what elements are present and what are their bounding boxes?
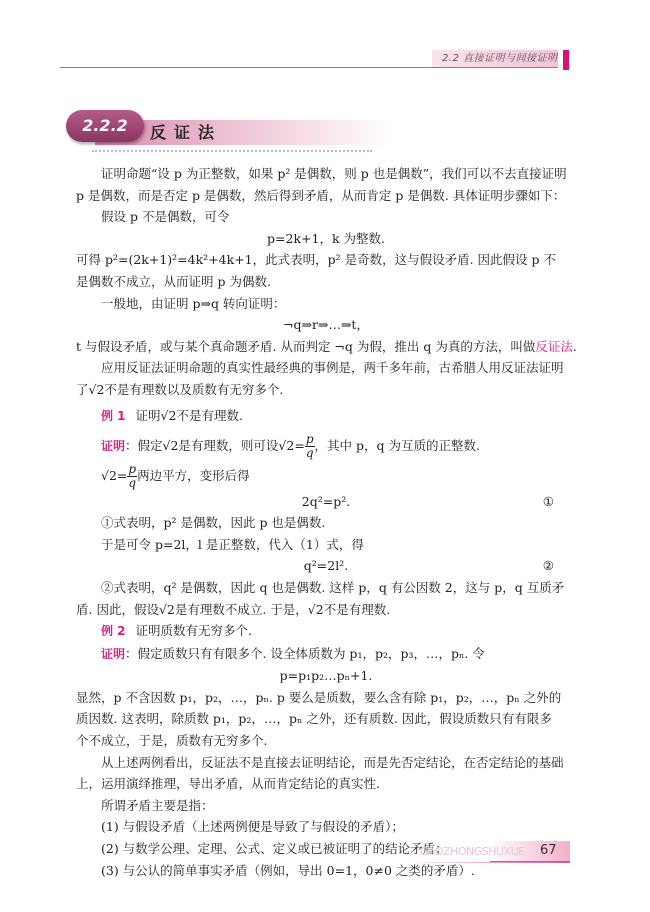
- numbered-equation: [76, 491, 576, 513]
- section-number-badge: 2.2.2: [66, 110, 144, 142]
- paragraph: 从上述两例看出，反证法不是直接去证明结论，而是先否定结论，在否定结论的基础: [101, 754, 564, 770]
- running-header: 2.2 直接证明与间接证明: [432, 50, 558, 68]
- list-item: (1) 与假设矛盾（上述两例便是导致了与假设的矛盾）；: [101, 819, 404, 835]
- paragraph: 上，运用演绎推理，导出矛盾，从而肯定结论的真实性.: [76, 776, 380, 792]
- definition-text: t 与假设矛盾，或与某个真命题矛盾. 从而判定 ¬q 为假，推出 q 为真的方法，叫做: [76, 338, 536, 354]
- example-2-proof: [76, 643, 576, 666]
- example-label: 例 2: [101, 624, 126, 639]
- equation-number: ②: [542, 558, 554, 574]
- equation-number: ①: [542, 493, 554, 509]
- paragraph: 应用反证法证明命题的真实性最经典的事例是，两千多年前，古希腊人用反证法证明: [101, 360, 564, 376]
- page-body: [76, 163, 576, 881]
- proof-line: ②式表明，q² 是偶数，因此 q 也是偶数. 这样 p，q 有公因数 2，这与 p，q 互质矛: [101, 579, 565, 595]
- list-item: (2) 与数学公理、定理、公式、定义或已被证明了的结论矛盾；: [101, 841, 448, 857]
- footer-rule: [405, 862, 570, 863]
- fraction-p-over-q: [127, 463, 137, 490]
- example-1-proof: [76, 431, 576, 461]
- example-text: 证明√2不是有理数.: [135, 407, 243, 423]
- denominator: q: [305, 445, 314, 460]
- proof-text: ：假定质数只有有限多个. 设全体质数为 p₁，p₂，p₃，…，pₙ. 令: [125, 645, 485, 661]
- paragraph: 证明命题“设 p 为正整数，如果 p² 是偶数，则 p 也是偶数”，我们可以不去直接证明: [101, 166, 567, 181]
- example-text: 证明质数有无穷多个.: [135, 623, 253, 639]
- equation-text: 2q²=p².: [301, 493, 351, 509]
- equation: p=2k+1，k 为整数.: [267, 230, 385, 246]
- paragraph: 一般地，由证明 p⇒q 转向证明：: [101, 295, 286, 311]
- page-number: 67: [540, 843, 557, 858]
- numbered-equation: [76, 555, 576, 577]
- section-dotted-divider: [92, 150, 372, 152]
- proof-line: 显然，p 不含因数 p₁，p₂，…，pₙ. p 要么是质数，要么含有除 p₁，p₂，…，pₙ 之外的: [76, 689, 562, 705]
- example-1-heading: [76, 401, 576, 431]
- paragraph: 了√2不是有理数以及质数有无穷多个.: [76, 381, 284, 397]
- paragraph: p 是偶数，而是否定 p 是偶数，然后得到矛盾，从而肯定 p 是偶数. 具体证明步骤如下：: [76, 187, 566, 203]
- section-title: 反证法: [150, 123, 223, 142]
- proof-text: ，其中 p，q 为互质的正整数.: [314, 437, 480, 453]
- fraction-p-over-q: [305, 433, 315, 460]
- header-accent-bar: [563, 50, 569, 70]
- proof-line: 盾. 因此，假设√2是有理数不成立. 于是，√2不是有理数.: [76, 601, 391, 617]
- equation: p=p₁p₂…pₙ+1.: [279, 668, 373, 684]
- proof-line: [76, 461, 576, 491]
- equation-text: q²=2l².: [303, 558, 349, 574]
- list-item: (3) 与公认的简单事实矛盾（例如，导出 0=1，0≠0 之类的矛盾）.: [101, 862, 475, 878]
- header-rule: [60, 67, 460, 68]
- paragraph: 可得 p²=(2k+1)²=4k²+4k+1，此式表明，p² 是奇数，这与假设矛盾. 因此假设 p 不: [76, 252, 556, 268]
- paragraph: 假设 p 不是偶数，可令: [101, 209, 230, 225]
- numerator: p: [128, 461, 137, 476]
- key-term: 反证法: [535, 338, 573, 354]
- numerator: p: [305, 431, 314, 446]
- proof-label: 证明: [101, 438, 126, 453]
- paragraph: 所谓矛盾主要是指：: [101, 797, 214, 813]
- denominator: q: [128, 475, 137, 490]
- proof-text: √2=: [101, 467, 128, 483]
- definition-end: .: [572, 338, 577, 354]
- proof-line: 质因数. 这表明，除质数 p₁，p₂，…，pₙ 之外，还有质数. 因此，假设质数只有有限多: [76, 711, 552, 727]
- proof-text: 两边平方，变形后得: [137, 467, 250, 483]
- definition-paragraph: [76, 336, 576, 358]
- proof-label: 证明: [101, 646, 126, 661]
- proof-line: ①式表明，p² 是偶数，因此 p 也是偶数.: [101, 515, 326, 531]
- example-label: 例 1: [101, 408, 126, 423]
- proof-line: 于是可令 p=2l，l 是正整数，代入（1）式，得: [101, 536, 364, 552]
- proof-text: ：假定√2是有理数，则可设√2=: [125, 437, 305, 453]
- equation: ¬q⇒r⇒…⇒t，: [283, 317, 369, 333]
- proof-line: 个不成立，于是，质数有无穷多个.: [76, 733, 268, 749]
- paragraph: 是偶数不成立，从而证明 p 为偶数.: [76, 273, 271, 289]
- example-2-heading: [76, 620, 576, 643]
- footer-series-label: GAOZHONGSHUXUE: [420, 845, 525, 858]
